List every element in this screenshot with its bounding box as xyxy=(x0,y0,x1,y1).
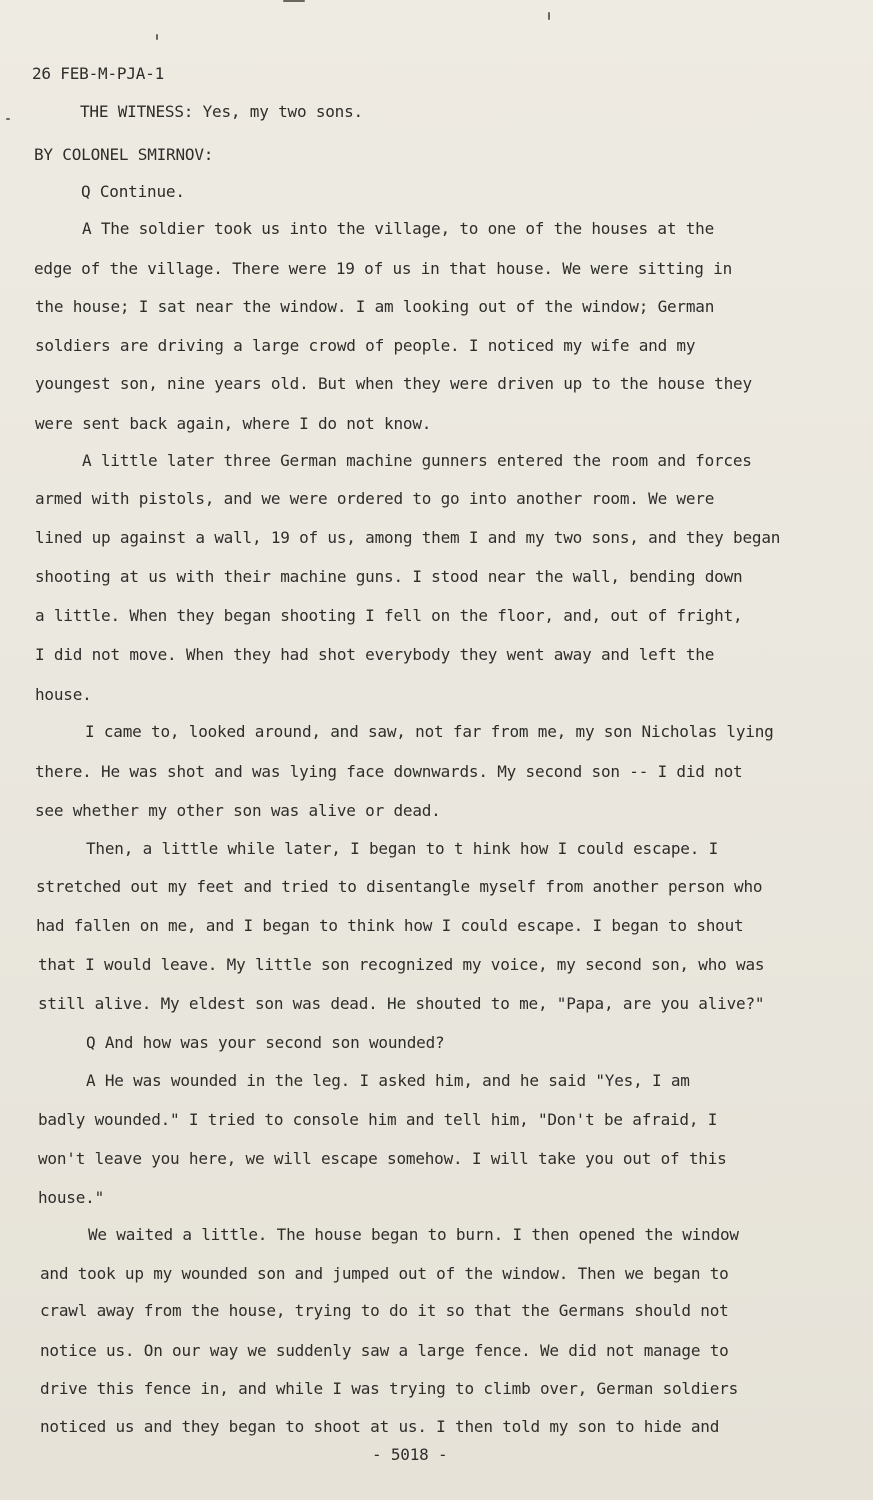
text-line: stretched out my feet and tried to disentangle myself from another person who xyxy=(36,877,763,896)
text-line: notice us. On our way we suddenly saw a large fence. We did not manage to xyxy=(40,1341,729,1360)
text-line: were sent back again, where I do not know. xyxy=(35,414,432,433)
text-line: there. He was shot and was lying face downwards. My second son -- I did not xyxy=(35,762,743,781)
text-line: soldiers are driving a large crowd of people. I noticed my wife and my xyxy=(35,336,696,355)
text-line: I came to, looked around, and saw, not far from me, my son Nicholas lying xyxy=(85,722,774,741)
text-line: house." xyxy=(38,1188,105,1207)
page-number: - 5018 - xyxy=(372,1445,448,1464)
ink-speck xyxy=(6,118,10,120)
text-line: shooting at us with their machine guns. I stood near the wall, bending down xyxy=(35,567,743,586)
text-line: A little later three German machine gunners entered the room and forces xyxy=(82,451,752,470)
ink-speck xyxy=(283,0,305,2)
text-line: won't leave you here, we will escape somehow. I will take you out of this xyxy=(38,1149,727,1168)
text-line: edge of the village. There were 19 of us in that house. We were sitting in xyxy=(34,259,733,278)
text-line: house. xyxy=(35,685,92,704)
text-line: Q And how was your second son wounded? xyxy=(86,1033,445,1052)
text-line: A He was wounded in the leg. I asked him, and he said "Yes, I am xyxy=(86,1071,690,1090)
text-line: We waited a little. The house began to burn. I then opened the window xyxy=(88,1225,739,1244)
text-line: Then, a little while later, I began to t hink how I could escape. I xyxy=(86,839,718,858)
text-line: noticed us and they began to shoot at us. I then told my son to hide and xyxy=(40,1417,720,1436)
ink-speck xyxy=(156,34,158,40)
text-line: lined up against a wall, 19 of us, among them I and my two sons, and they began xyxy=(35,528,781,547)
document-id: 26 FEB-M-PJA-1 xyxy=(32,64,165,83)
text-line: armed with pistols, and we were ordered to go into another room. We were xyxy=(35,489,715,508)
text-line: A The soldier took us into the village, to one of the houses at the xyxy=(82,219,714,238)
text-line: and took up my wounded son and jumped out of the window. Then we began to xyxy=(40,1264,729,1283)
text-line: drive this fence in, and while I was trying to climb over, German soldiers xyxy=(40,1379,739,1398)
text-line: the house; I sat near the window. I am looking out of the window; German xyxy=(35,297,715,316)
ink-speck xyxy=(548,12,550,20)
text-line: THE WITNESS: Yes, my two sons. xyxy=(80,102,363,121)
text-line: crawl away from the house, trying to do it so that the Germans should not xyxy=(40,1301,729,1320)
text-line: badly wounded." I tried to console him and tell him, "Don't be afraid, I xyxy=(38,1110,718,1129)
text-line: youngest son, nine years old. But when they were driven up to the house they xyxy=(35,374,752,393)
text-line: a little. When they began shooting I fell on the floor, and, out of fright, xyxy=(35,606,743,625)
text-line: that I would leave. My little son recognized my voice, my second son, who was xyxy=(38,955,765,974)
text-line: I did not move. When they had shot everybody they went away and left the xyxy=(35,645,715,664)
text-line: see whether my other son was alive or dead. xyxy=(35,801,441,820)
text-line: still alive. My eldest son was dead. He shouted to me, "Papa, are you alive?" xyxy=(38,994,765,1013)
text-line: BY COLONEL SMIRNOV: xyxy=(34,145,214,164)
text-line: Q Continue. xyxy=(81,182,185,201)
text-line: had fallen on me, and I began to think how I could escape. I began to shout xyxy=(36,916,744,935)
